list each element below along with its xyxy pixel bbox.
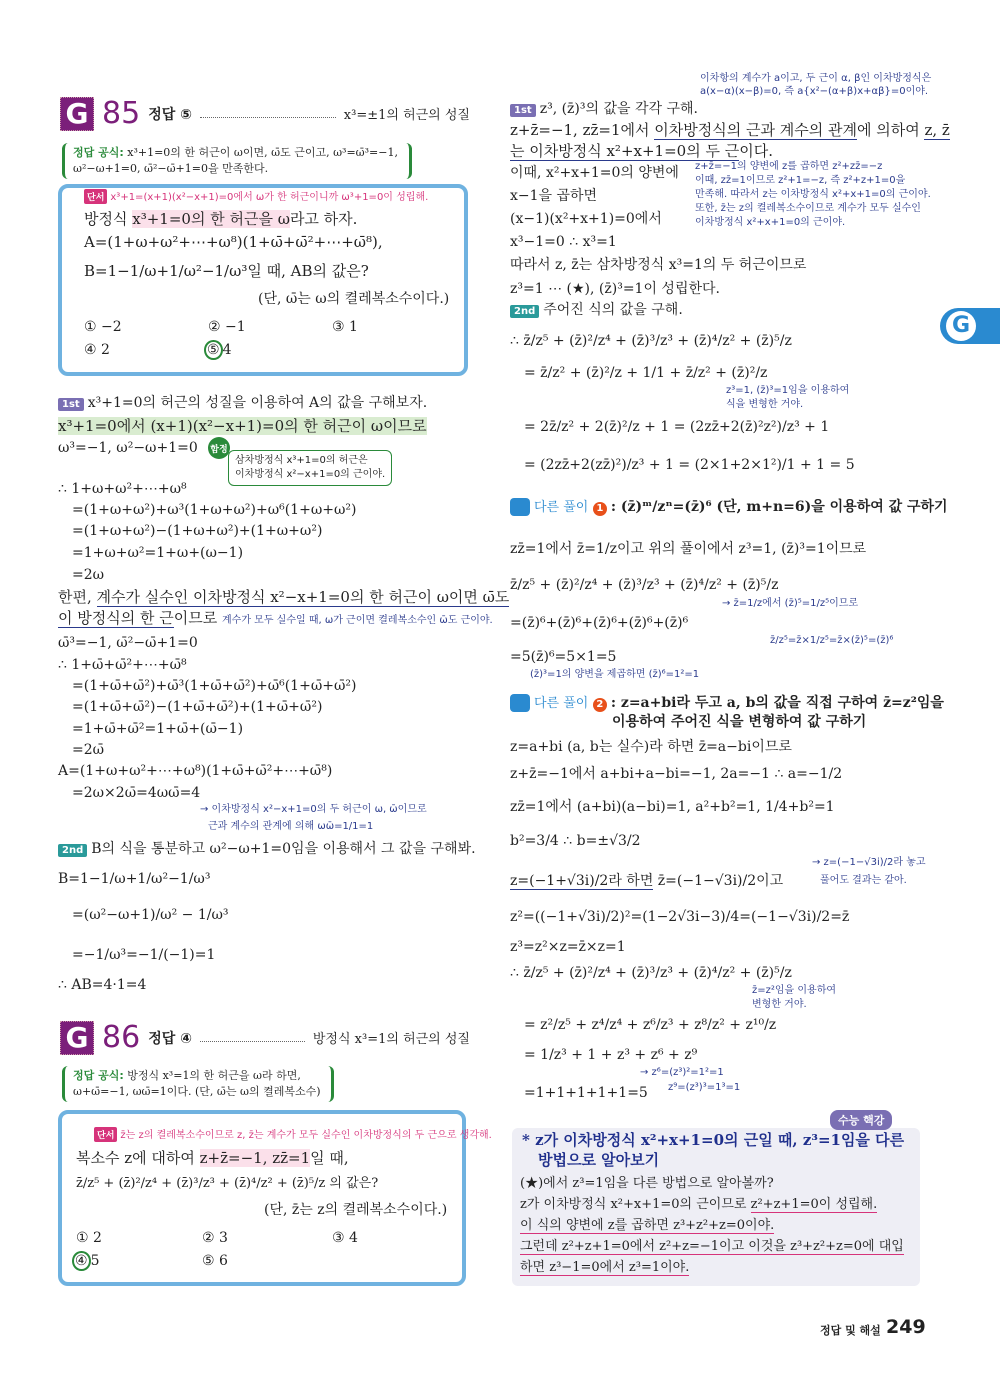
side-note: 근과 계수의 관계에 의해 ωω̄=1/1=1 bbox=[208, 821, 374, 832]
core-tip-line: (★)에서 z³=1임을 다른 방법으로 알아볼까? bbox=[520, 1176, 774, 1191]
question-condition: (단, ω̄는 ω의 켤레복소수이다.) bbox=[258, 291, 450, 307]
alt-solution-2-header: 다른 풀이 2 : z=a+bi라 두고 a, b의 값을 직접 구하여 z̄=z²임을 bbox=[510, 694, 944, 713]
side-note: → 이차방정식 x²−x+1=0의 두 허근이 ω, ω̄이므로 bbox=[200, 804, 427, 815]
solution-line: =(z̄)⁶+(z̄)⁶+(z̄)⁶+(z̄)⁶+(z̄)⁶ bbox=[510, 615, 689, 631]
trap-icon: 함정 bbox=[208, 437, 230, 459]
choice-2[interactable]: ② 3 bbox=[202, 1230, 228, 1246]
solution-line: =1+ω̄+ω̄²=1+ω̄+(ω̄−1) bbox=[72, 721, 244, 737]
side-note: z̄/z⁵=z̄×1/z⁵=z̄×(z̄)⁵=(z̄)⁶ bbox=[770, 635, 894, 646]
core-tip-line: 하면 z³−1=0에서 z³=1이야. bbox=[520, 1260, 690, 1275]
hint-text: x³+1=(x+1)(x²−x+1)=0에서 ω가 한 허근이니까 ω³+1=0이 성립해. bbox=[110, 192, 429, 203]
side-note: → z⁶=(z³)²=1²=1 bbox=[640, 1067, 724, 1078]
question-line: A=(1+ω+ω²+⋯+ω⁸)(1+ω̄+ω̄²+⋯+ω̄⁸), bbox=[84, 233, 383, 251]
step-2: 2nd B의 식을 통분하고 ω²−ω+1=0임을 이용해서 그 값을 구해봐. bbox=[58, 840, 476, 858]
question-line: 복소수 z에 대하여 z+z̄=−1, zz̄=1일 때, bbox=[76, 1149, 349, 1167]
answer-formula bbox=[62, 143, 412, 179]
solution-line: =2ω̄ bbox=[72, 742, 105, 758]
core-tip-line: z가 이차방정식 x²+x+1=0의 근이므로 z²+z+1=0이 성립해. bbox=[520, 1197, 878, 1212]
topic: x³=±1의 허근의 성질 bbox=[343, 108, 470, 123]
question-line: 방정식 x³+1=0의 한 허근을 ω라고 하자. bbox=[84, 210, 358, 228]
hint: 단서 z̄는 z의 켤레복소수이므로 z, z̄는 계수가 모두 실수인 이차방정식의 두 근으로 생각해. bbox=[94, 1127, 492, 1145]
solution-line: x³+1=0에서 (x+1)(x²−x+1)=0의 한 허근이 ω이므로 bbox=[58, 417, 427, 435]
topic: 방정식 x³=1의 허근의 성질 bbox=[312, 1032, 470, 1047]
formula-label: 정답 공식: bbox=[73, 146, 124, 159]
side-note: → z̄=1/z에서 (z̄)⁵=1/z⁵이므로 bbox=[722, 598, 859, 609]
alt-solution-1-header: 다른 풀이 1 : (z̄)ᵐ/zⁿ=(z̄)⁶ (단, m+n=6)을 이용하여 값 구하기 bbox=[510, 498, 948, 517]
section-g-badge: G bbox=[60, 97, 94, 131]
solution-line: =(ω²−ω+1)/ω² − 1/ω³ bbox=[72, 907, 229, 923]
solution-line: z³=1 ⋯ (★), (z̄)³=1이 성립한다. bbox=[510, 281, 720, 297]
side-note: 식을 변형한 거야. bbox=[726, 399, 804, 410]
choice-2[interactable]: ② −1 bbox=[208, 319, 246, 335]
solution-line: zz̄=1에서 z̄=1/z이고 위의 풀이에서 z³=1, (z̄)³=1이므로 bbox=[510, 541, 867, 557]
solution-line: B=1−1/ω+1/ω²−1/ω³ bbox=[58, 871, 211, 887]
leader-dots bbox=[200, 1034, 305, 1042]
solution-line: =−1/ω³=−1/(−1)=1 bbox=[72, 947, 216, 963]
dice-icon bbox=[510, 498, 530, 516]
question-condition: (단, z̄는 z의 켤레복소수이다.) bbox=[264, 1202, 448, 1218]
choice-3[interactable]: ③ 1 bbox=[332, 319, 358, 335]
solution-line: =(1+ω+ω²)−(1+ω+ω²)+(1+ω+ω²) bbox=[72, 523, 323, 539]
solution-line: =1+ω+ω²=1+ω+(ω−1) bbox=[72, 545, 244, 561]
core-tip-title: 방법으로 알아보기 bbox=[538, 1151, 660, 1169]
solution-line: ∴ 1+ω+ω²+⋯+ω⁸ bbox=[58, 481, 187, 497]
solution-line: ∴ z̄/z⁵ + (z̄)²/z⁴ + (z̄)³/z³ + (z̄)⁴/z² + (z̄)⁵/z bbox=[510, 965, 792, 981]
section-g-tab-label: G bbox=[946, 311, 976, 341]
solution-line: ω̄³=−1, ω̄²−ω̄+1=0 bbox=[58, 635, 198, 651]
page-number: 249 bbox=[886, 1316, 926, 1338]
trap-callout: 삼차방정식 x³+1=0의 허근은 이차방정식 x²−x+1=0의 근이야. bbox=[228, 450, 392, 486]
solution-line: =1+1+1+1+1=5 bbox=[524, 1085, 648, 1101]
answer-formula bbox=[62, 1066, 334, 1102]
core-tip-badge: 수능 핵강 bbox=[830, 1110, 892, 1130]
solution-line: ∴ AB=4·1=4 bbox=[58, 977, 147, 993]
choice-4-selected[interactable]: ④ 5 bbox=[72, 1252, 99, 1270]
solution-line: =(1+ω̄+ω̄²)+ω̄³(1+ω̄+ω̄²)+ω̄⁶(1+ω̄+ω̄²) bbox=[72, 678, 357, 694]
side-note: z⁹=(z³)³=1³=1 bbox=[668, 1082, 741, 1093]
solution-line: 이때, x²+x+1=0의 양변에 bbox=[510, 165, 679, 181]
choice-5[interactable]: ⑤ 6 bbox=[202, 1253, 228, 1269]
choice-1[interactable]: ① 2 bbox=[76, 1230, 102, 1246]
solution-line: ω³=−1, ω²−ω+1=0 bbox=[58, 440, 198, 456]
solution-line: b²=3/4 ∴ b=±√3/2 bbox=[510, 833, 641, 849]
core-tip-line: 이 식의 양변에 z를 곱하면 z³+z²+z=0이야. bbox=[520, 1218, 775, 1233]
solution-line: z=a+bi (a, b는 실수)라 하면 z̄=a−bi이므로 bbox=[510, 739, 792, 755]
step-1: 1st z³, (z̄)³의 값을 각각 구해. bbox=[510, 100, 698, 118]
section-g-badge: G bbox=[60, 1021, 94, 1055]
choice-5-selected[interactable]: ⑤ 4 bbox=[204, 341, 231, 359]
formula-line: ω+ω̄=−1, ωω̄=1이다. (단, ω̄는 ω의 켤레복소수) bbox=[73, 1085, 321, 1098]
formula-line: 방정식 x³=1의 한 허근을 ω라 하면, bbox=[127, 1069, 301, 1082]
choice-3[interactable]: ③ 4 bbox=[332, 1230, 358, 1246]
solution-line: =2ω bbox=[72, 567, 105, 583]
question-line: B=1−1/ω+1/ω²−1/ω³일 때, AB의 값은? bbox=[84, 262, 369, 280]
solution-line: z=(−1+√3i)/2라 하면 z̄=(−1−√3i)/2이고 bbox=[510, 873, 784, 889]
side-note: 풀어도 결과는 같아. bbox=[820, 875, 907, 886]
choice-1[interactable]: ① −2 bbox=[84, 319, 122, 335]
side-note: 변형한 거야. bbox=[752, 999, 807, 1010]
step-2: 2nd 주어진 식의 값을 구해. bbox=[510, 301, 683, 319]
solution-line: = 1/z³ + 1 + z³ + z⁶ + z⁹ bbox=[524, 1047, 698, 1063]
choice-4[interactable]: ④ 2 bbox=[84, 342, 110, 358]
answer: 정답 ④ bbox=[148, 1030, 192, 1047]
solution-line: (x−1)(x²+x+1)=0에서 bbox=[510, 211, 662, 227]
footer-label: 정답 및 해설 bbox=[820, 1324, 881, 1337]
side-note: z̄=z²임을 이용하여 bbox=[752, 985, 837, 996]
problem-number: 85 bbox=[102, 96, 141, 131]
leader-dots bbox=[200, 110, 336, 118]
side-note: → z=(−1−√3i)/2라 놓고 bbox=[812, 857, 926, 868]
solution-line: =5(z̄)⁶=5×1=5 bbox=[510, 649, 617, 665]
solution-line: ∴ z̄/z⁵ + (z̄)²/z⁴ + (z̄)³/z³ + (z̄)⁴/z² + (z̄)⁵/z bbox=[510, 333, 792, 349]
problem-number: 86 bbox=[102, 1020, 141, 1055]
solution-line: 는 이차방정식 x²+x+1=0의 두 근이다. bbox=[510, 142, 773, 160]
solution-line: 따라서 z, z̄는 삼차방정식 x³=1의 두 허근이므로 bbox=[510, 257, 807, 273]
solution-line: zz̄=1에서 (a+bi)(a−bi)=1, a²+b²=1, 1/4+b²=1 bbox=[510, 799, 835, 815]
side-note-block: z+z̄=−1의 양변에 z를 곱하면 z²+zz̄=−z 이때, zz̄=1이므로 z²+1=−z, 즉 z²+z+1=0을 만족해. 따라서 z는 이차방정식 x²+x+1=0의 근이야. 또한, z̄는 z의 켤레복소수이므로 계수가 모두 실수인 이차방정식 x²+x+1=0의 근이야. bbox=[695, 161, 931, 228]
solution-line: =(1+ω+ω²)+ω³(1+ω+ω²)+ω⁶(1+ω+ω²) bbox=[72, 502, 357, 518]
section-side-tab[interactable] bbox=[940, 308, 1000, 344]
solution-line: z̄/z⁵ + (z̄)²/z⁴ + (z̄)³/z³ + (z̄)⁴/z² + (z̄)⁵/z bbox=[510, 577, 779, 593]
solution-line: z²=((−1+√3i)/2)²=(1−2√3i−3)/4=(−1−√3i)/2=z̄ bbox=[510, 909, 850, 925]
core-tip-line: 그런데 z²+z+1=0에서 z²+z=−1이고 이것을 z³+z²+z=0에 대입 bbox=[520, 1239, 904, 1254]
formula-line: ω²−ω+1=0, ω̄²−ω̄+1=0을 만족한다. bbox=[73, 162, 269, 175]
answer: 정답 ⑤ bbox=[148, 106, 192, 123]
hint bbox=[84, 189, 428, 207]
solution-line: ∴ 1+ω̄+ω̄²+⋯+ω̄⁸ bbox=[58, 657, 187, 673]
solution-line: x−1을 곱하면 bbox=[510, 188, 598, 204]
solution-line: = z̄/z² + (z̄)²/z + 1/1 + z̄/z² + (z̄)²/z bbox=[524, 365, 768, 381]
hint-tag: 단서 bbox=[84, 189, 107, 204]
solution-line: z+z̄=−1, zz̄=1에서 이차방정식의 근과 계수의 관계에 의하여 z, z̄ bbox=[510, 121, 950, 139]
alt-solution-2-header-line: 이용하여 주어진 식을 변형하여 값 구하기 bbox=[612, 714, 867, 730]
dice-icon bbox=[510, 694, 530, 712]
side-note: z³=1, (z̄)³=1임을 이용하여 bbox=[726, 385, 850, 396]
solution-line: 이 방정식의 한 근이므로 계수가 모두 실수일 때, ω가 근이면 켤레복소수인 ω̄도 근이야. bbox=[58, 609, 493, 627]
question-line: z̄/z⁵ + (z̄)²/z⁴ + (z̄)³/z³ + (z̄)⁴/z² + (z̄)⁵/z 의 값은? bbox=[76, 1176, 379, 1191]
solution-line: =(1+ω̄+ω̄²)−(1+ω̄+ω̄²)+(1+ω̄+ω̄²) bbox=[72, 699, 323, 715]
problem-85-header bbox=[60, 96, 470, 131]
solution-line: z³=z²×z=z̄×z=1 bbox=[510, 939, 626, 955]
formula-line: x³+1=0의 한 허근이 ω이면, ω̄도 근이고, ω³=ω̄³=−1, bbox=[127, 146, 398, 159]
solution-line: = 2z̄/z² + 2(z̄)²/z + 1 = (2zz̄+2(z̄)²z²)/z³ + 1 bbox=[524, 419, 830, 435]
side-note: a(x−α)(x−β)=0, 즉 a{x²−(α+β)x+αβ}=0이야. bbox=[700, 86, 929, 97]
solution-line: =2ω×2ω̄=4ωω̄=4 bbox=[72, 785, 201, 801]
solution-line: z+z̄=−1에서 a+bi+a−bi=−1, 2a=−1 ∴ a=−1/2 bbox=[510, 766, 843, 782]
side-note: 이차항의 계수가 a이고, 두 근이 α, β인 이차방정식은 bbox=[700, 73, 932, 84]
formula-label: 정답 공식: bbox=[73, 1069, 124, 1082]
solution-line: A=(1+ω+ω²+⋯+ω⁸)(1+ω̄+ω̄²+⋯+ω̄⁸) bbox=[58, 763, 333, 779]
side-note: (z̄)³=1의 양변을 제곱하면 (z̄)⁶=1²=1 bbox=[530, 669, 700, 680]
solution-line: = (2zz̄+2(zz̄)²)/z³ + 1 = (2×1+2×1²)/1 + 1 = 5 bbox=[524, 457, 855, 473]
solution-line: = z²/z⁵ + z⁴/z⁴ + z⁶/z³ + z⁸/z² + z¹⁰/z bbox=[524, 1017, 777, 1033]
solution-line: x³−1=0 ∴ x³=1 bbox=[510, 234, 617, 250]
step-1: 1st x³+1=0의 허근의 성질을 이용하여 A의 값을 구해보자. bbox=[58, 394, 427, 412]
problem-86-header bbox=[60, 1020, 470, 1055]
core-tip-title: * z가 이차방정식 x²+x+1=0의 근일 때, z³=1임을 다른 bbox=[522, 1131, 905, 1149]
solution-line: 한편, 계수가 실수인 이차방정식 x²−x+1=0의 한 허근이 ω이면 ω̄도 bbox=[58, 588, 510, 606]
